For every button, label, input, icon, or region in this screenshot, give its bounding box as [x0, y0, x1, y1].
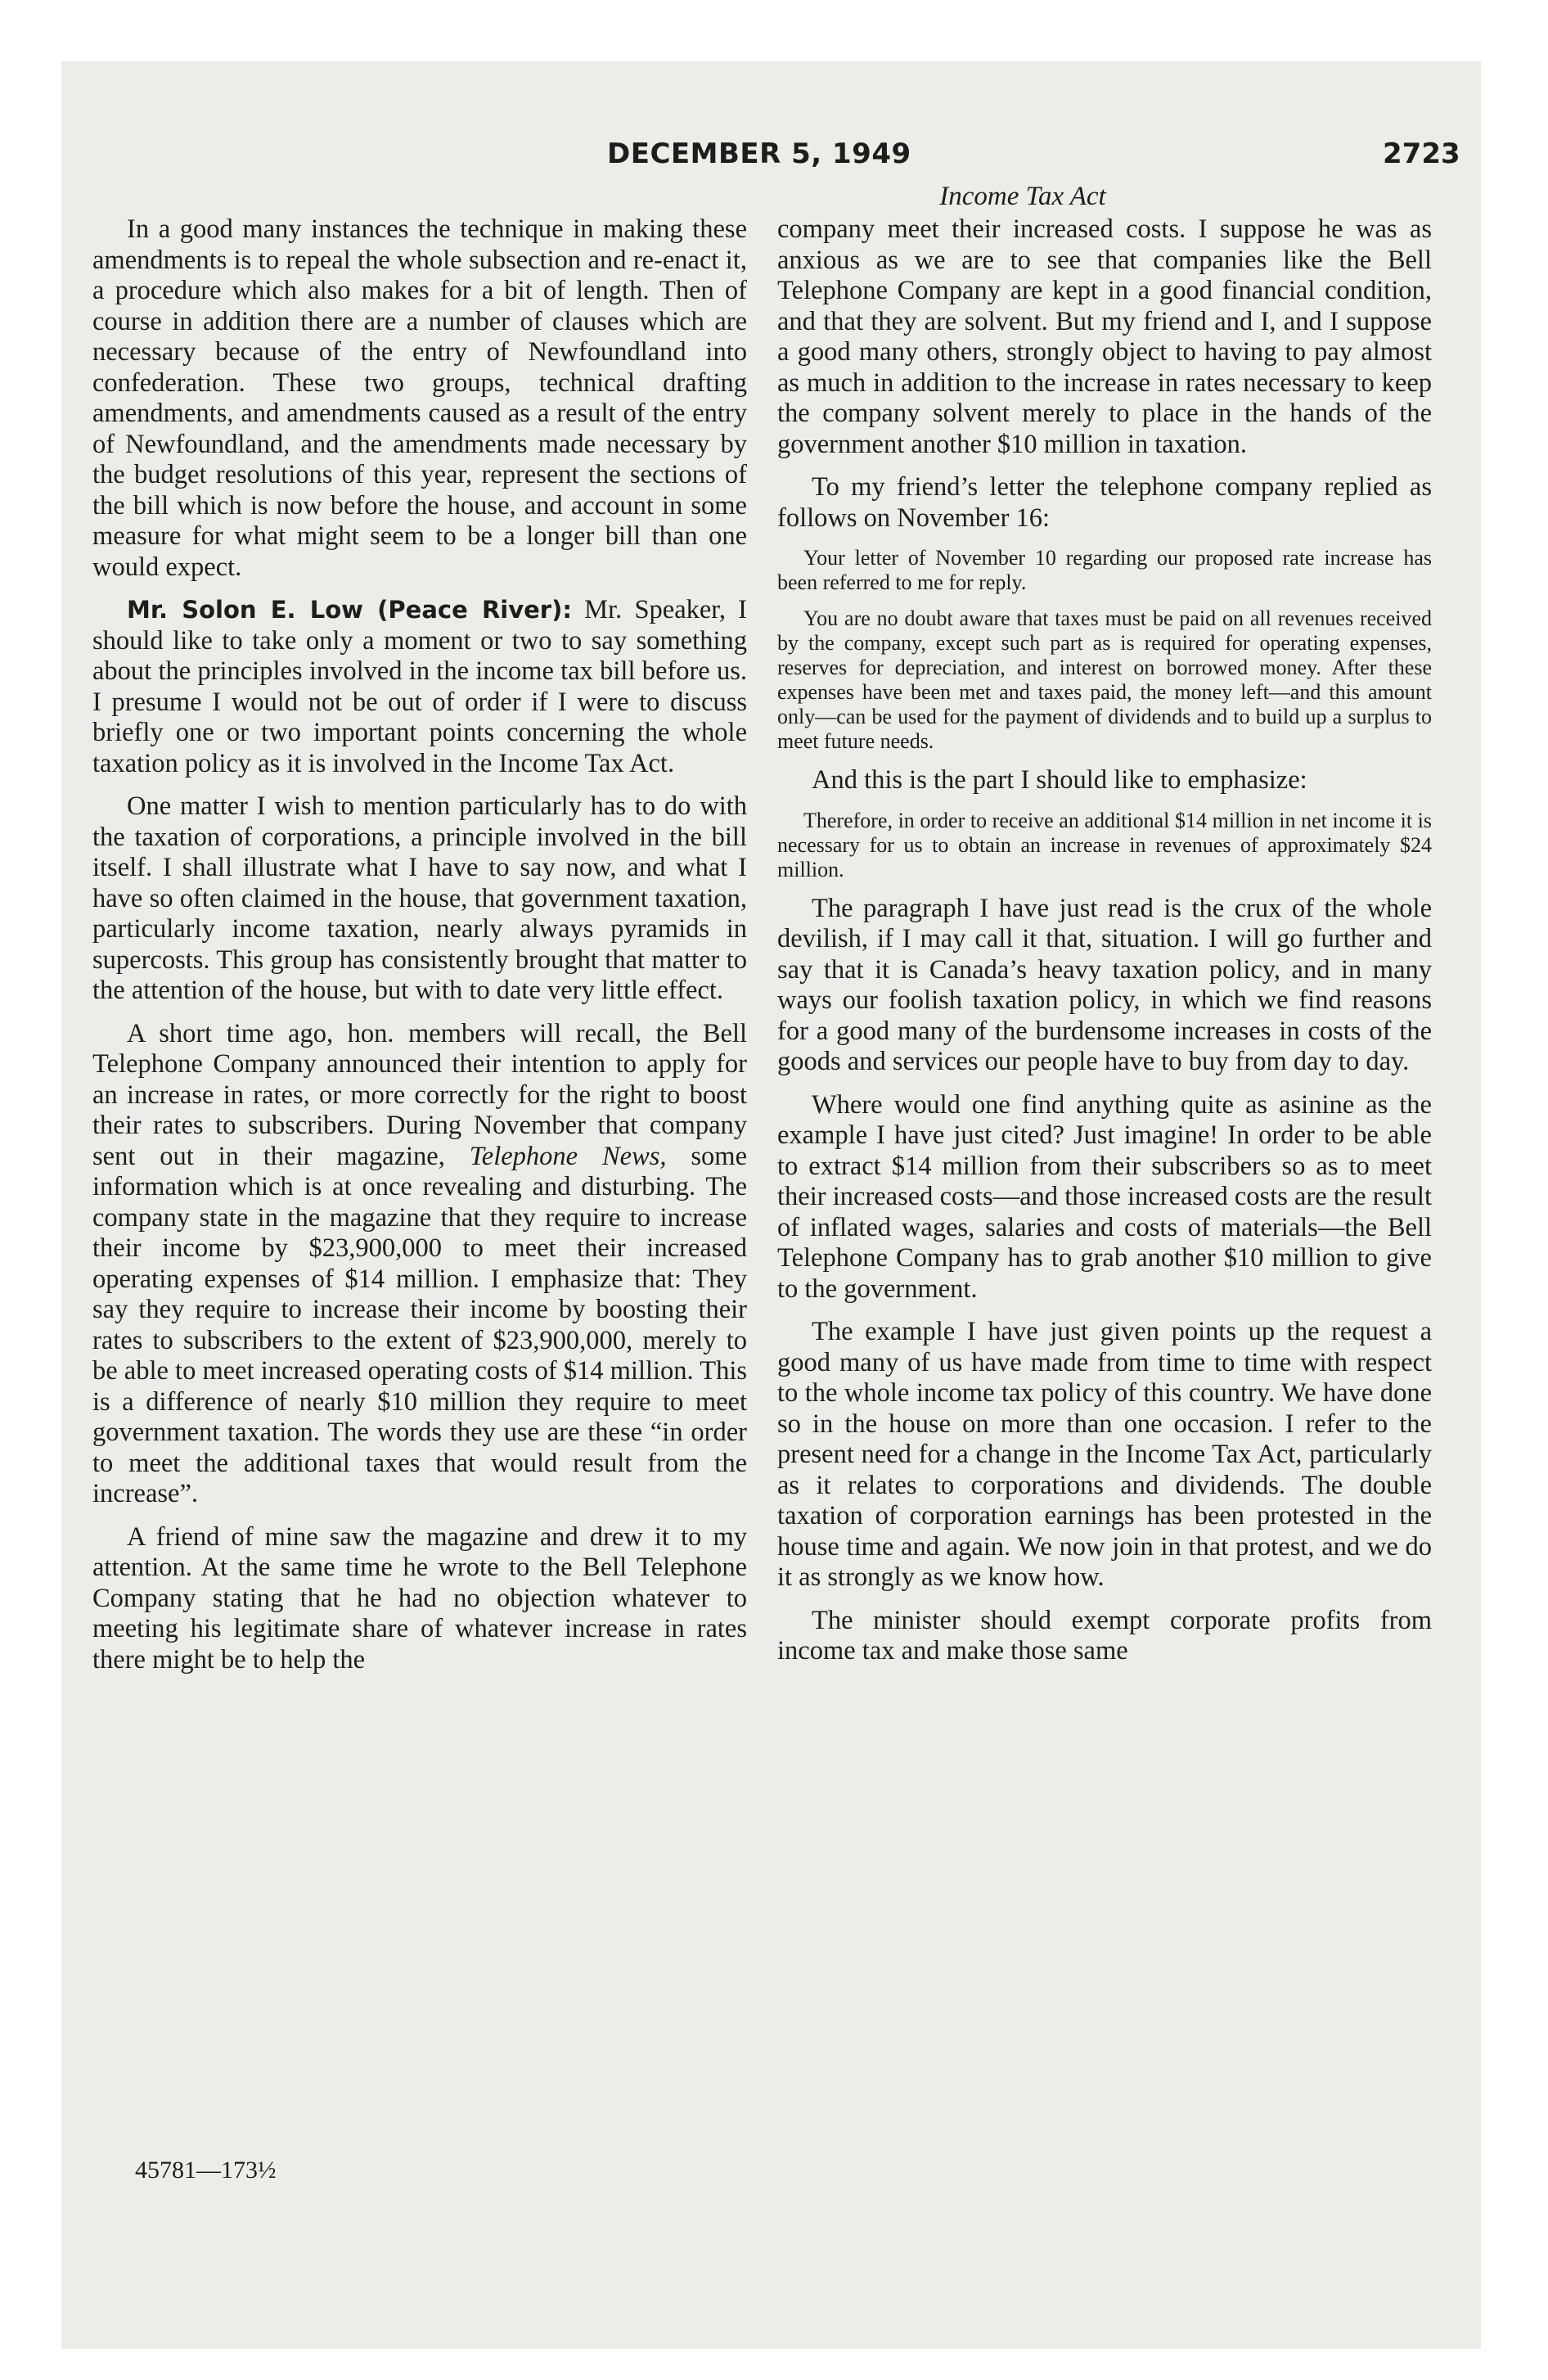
paragraph: The example I have just given points up the request a good many of us have made from time to time with respect to the whole income tax policy of this country. We have done so in the house on more than one occasion. I refer to the present need for a change in the Income Tax Act, particularly as it relates to corporations and dividends. The double taxation of corporation earnings has been protested in the house time and again. We now join in that protest, and we do it as strongly as we know how.: [777, 1317, 1432, 1592]
page-number: 2723: [1383, 137, 1460, 170]
paragraph: One matter I wish to mention particularly has to do with the taxation of corporations, a principle involved in the bill itself. I shall illustrate what I have to say now, and what I have so often claimed in the house, that government taxation, particularly income taxation, nearly always pyramids in supercosts. This group has consistently brought that matter to the attention of the house, but with to date very little effect.: [92, 791, 747, 1005]
signature-mark: 45781—173½: [135, 2157, 277, 2184]
quoted-letter: Your letter of November 10 regarding our proposed rate increase has been referred to me for reply.: [777, 546, 1432, 594]
paragraph-text: A short time ago, hon. members will recall, the Bell Telephone Company announced their intention to apply for an increase in rates, or more correctly for the right to boost their rates to subscribers. During November that company sent out in their magazine,: [92, 1018, 747, 1171]
speaker-paragraph: [92, 595, 747, 779]
paragraph: [92, 1019, 747, 1510]
paragraph: A friend of mine saw the magazine and drew it to my attention. At the same time he wrote to the Bell Telephone Company stating that he had no objection whatever to meeting his legitimate share of whatever increase in rates there might be to help the: [92, 1521, 747, 1675]
paragraph: The paragraph I have just read is the crux of the whole devilish, if I may call it that, situation. I will go further and say that it is Canada’s heavy taxation policy, and in many ways our foolish taxation policy, in which we find reasons for a good many of the burdensome increases in costs of the goods and services our people have to buy from day to day.: [777, 893, 1432, 1076]
speaker-name: Mr. Solon E. Low (Peace River):: [127, 596, 572, 624]
paragraph-text: Mr. Speaker, I should like to take only a moment or two to say something about the principles involved in the income tax bill before us. I presume I would not be out of order if I were to discuss briefly one or two important points concerning the whole taxation policy as it is involved in the Income Tax Act.: [92, 595, 747, 778]
paragraph-text: some information which is at once revealing and disturbing. The company state in the magazine that they require to increase their income by $23,900,000 to meet their increased operating expenses of $14 million. I emphasize that: They say they require to increase their income by boosting their rates to subscribers to the extent of $23,900,000, merely to be able to meet increased operating costs of $14 million. This is a difference of nearly $10 million they require to meet government taxation. The words they use are these “in order to meet the additional taxes that would result from the increase”.: [92, 1141, 748, 1508]
paragraph: To my friend’s letter the telephone company replied as follows on November 16:: [777, 472, 1432, 533]
left-column: [92, 214, 747, 1688]
magazine-title: Telephone News,: [469, 1141, 667, 1171]
paragraph: company meet their increased costs. I suppose he was as anxious as we are to see that companies like the Bell Telephone Company are kept in a good financial condition, and that they are solvent. But my friend and I, and I suppose a good many others, strongly object to having to pay almost as much in addition to the increase in rates necessary to keep the company solvent merely to place in the hands of the government another $10 million in taxation.: [777, 214, 1432, 459]
quoted-letter: Therefore, in order to receive an additional $14 million in net income it is necessary for us to obtain an increase in revenues of approximately $24 million.: [777, 808, 1432, 881]
quoted-letter: You are no doubt aware that taxes must be paid on all revenues received by the company, except such part as is required for operating expenses, reserves for depreciation, and interest on borrowed money. After these expenses have been met and taxes paid, the money left—and this amount only—can be used for the payment of dividends and to build up a surplus to meet future needs.: [777, 606, 1432, 753]
paragraph: The minister should exempt corporate profits from income tax and make those same: [777, 1605, 1432, 1666]
paragraph: In a good many instances the technique in making these amendments is to repeal the whole subsection and re-enact it, a procedure which also makes for a bit of length. Then of course in addition there are a number of clauses which are necessary because of the entry of Newfoundland into confederation. These two groups, technical drafting amendments, and amendments caused as a result of the entry of Newfoundland, and the amendments made necessary by the budget resolutions of this year, represent the sections of the bill which is now before the house, and account in some measure for what might seem to be a longer bill than one would expect.: [92, 214, 747, 582]
paragraph: And this is the part I should like to emphasize:: [812, 765, 1307, 795]
paragraph: Where would one find anything quite as asinine as the example I have just cited? Just imagine! In order to be able to extract $14 million from their subscribers so as to meet their increased costs—and those increased costs are the result of inflated wages, salaries and costs of materials—the Bell Telephone Company has to grab another $10 million to give to the government.: [777, 1089, 1432, 1304]
header-date: DECEMBER 5, 1949: [607, 137, 911, 170]
right-column: [777, 214, 1432, 1679]
running-head: Income Tax Act: [939, 182, 1106, 211]
